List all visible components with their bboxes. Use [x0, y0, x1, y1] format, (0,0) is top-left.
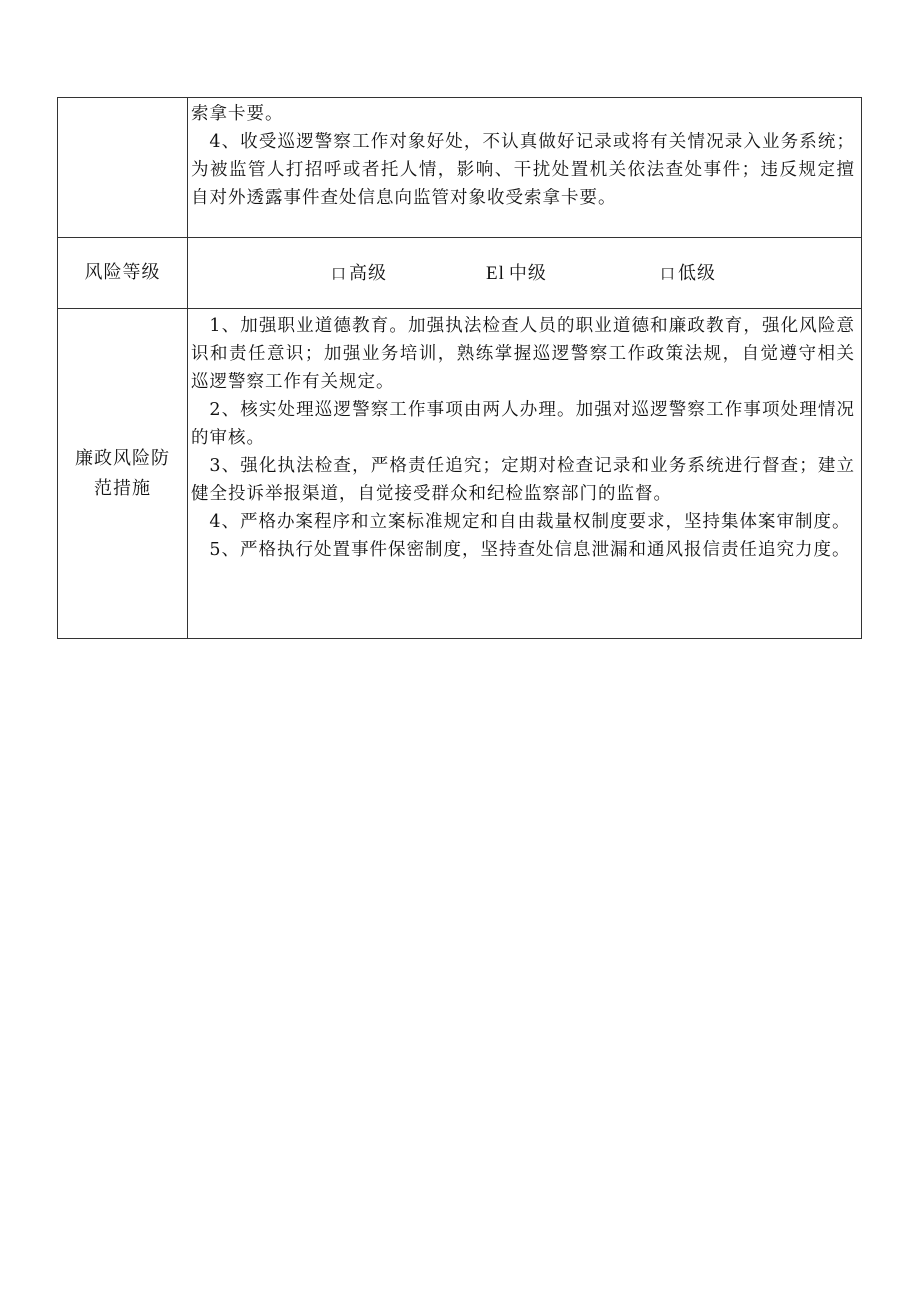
continuation-text-cell	[188, 98, 862, 238]
measure-paragraph: 2、核实处理巡逻警察工作事项由两人办理。加强对巡逻警察工作事项处理情况的审核。	[191, 400, 855, 448]
risk-option-label: 高级	[349, 263, 388, 284]
continuation-row	[58, 98, 862, 238]
measures-label	[58, 309, 188, 639]
checkbox-icon: 口	[660, 265, 677, 283]
risk-option-high[interactable]	[331, 259, 387, 285]
risk-level-options-cell	[188, 238, 862, 309]
measures-label-text: 廉政风险防范措施	[75, 447, 170, 499]
risk-option-label: 中级	[508, 263, 547, 284]
risk-option-medium[interactable]	[486, 259, 547, 285]
continuation-paragraph: 索拿卡要。	[191, 104, 284, 124]
measures-row	[58, 309, 862, 639]
measure-paragraph: 3、强化执法检查，严格责任追究；定期对检查记录和业务系统进行督查；建立健全投诉举报渠道，自觉接受群众和纪检监察部门的监督。	[191, 456, 855, 504]
risk-option-low[interactable]	[660, 259, 716, 285]
continuation-label-cell	[58, 98, 188, 238]
risk-table	[57, 97, 862, 639]
risk-option-label: 低级	[678, 263, 717, 284]
checked-mark-icon: El	[486, 263, 505, 284]
measure-paragraph: 4、严格办案程序和立案标准规定和自由裁量权制度要求，坚持集体案审制度。	[209, 512, 851, 532]
continuation-paragraph: 4、收受巡逻警察工作对象好处，不认真做好记录或将有关情况录入业务系统；为被监管人打招呼或者托人情，影响、干扰处置机关依法查处事件；违反规定擅自对外透露事件查处信息向监管对象收受索拿卡要。	[191, 132, 855, 208]
risk-level-row	[58, 238, 862, 309]
measures-text-cell	[188, 309, 862, 639]
measure-paragraph: 1、加强职业道德教育。加强执法检查人员的职业道德和廉政教育，强化风险意识和责任意识；加强业务培训，熟练掌握巡逻警察工作政策法规，自觉遵守相关巡逻警察工作有关规定。	[191, 316, 855, 392]
measure-paragraph: 5、严格执行处置事件保密制度，坚持查处信息泄漏和通风报信责任追究力度。	[209, 540, 851, 560]
risk-level-label: 风险等级	[58, 238, 188, 309]
checkbox-icon: 口	[331, 265, 348, 283]
